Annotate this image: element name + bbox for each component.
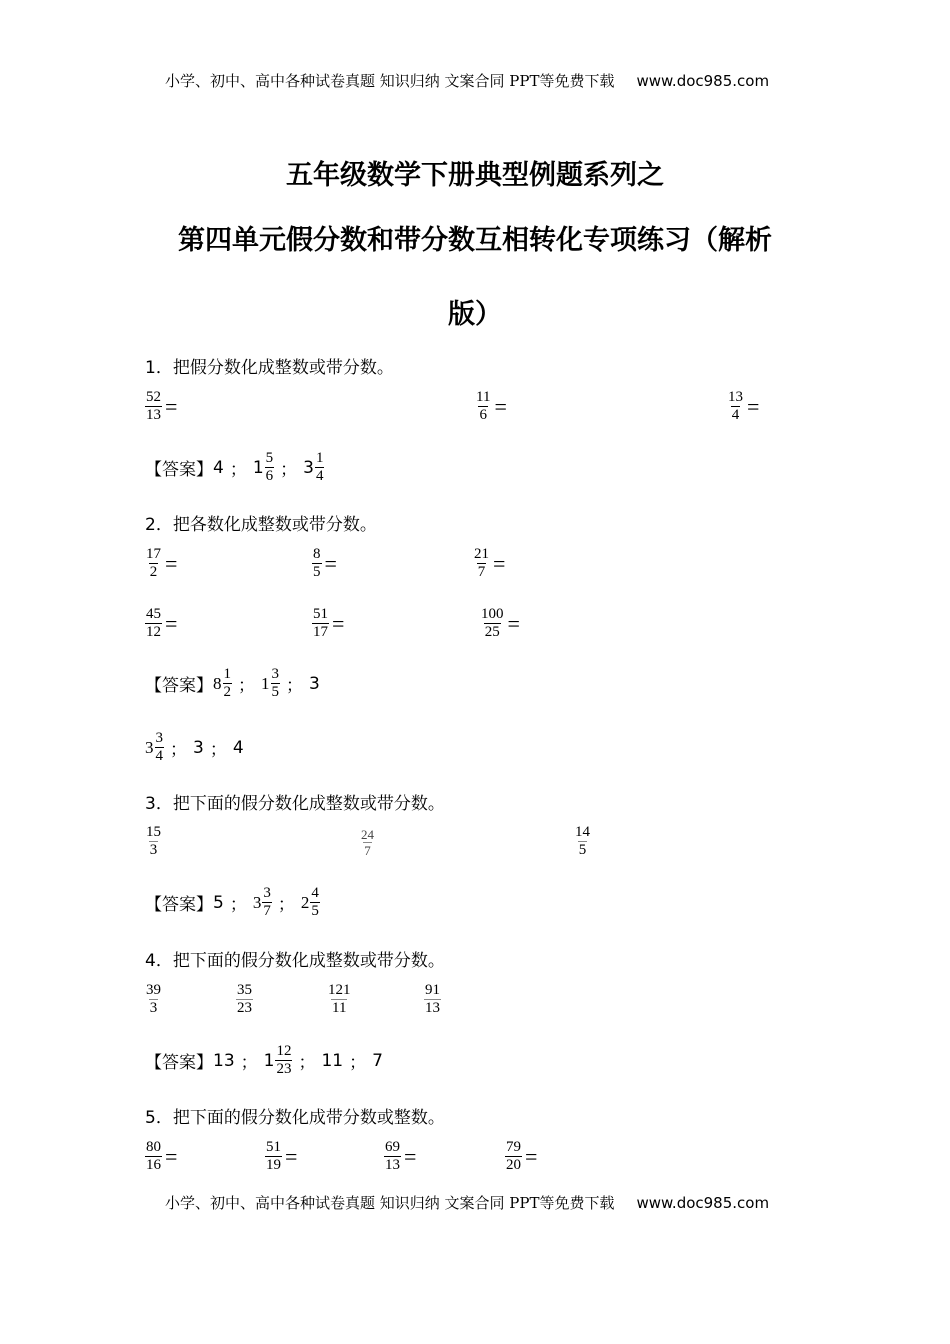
q2-fraction-4: $\frac{45}{12}$ = xyxy=(146,606,178,640)
title-line-3: 版） xyxy=(448,299,502,330)
q2-answer-line-1: 【答案】 8 $\frac{1}{2}$ ； 1 $\frac{3}{5}$ ； 3 xyxy=(145,666,320,700)
q3-fraction-2: $\frac{24}{7}$ xyxy=(361,827,374,858)
q5-fraction-2: $\frac{51}{19}$ = xyxy=(266,1139,298,1173)
answer-label: 【答案】 xyxy=(145,895,213,915)
q1-answer: 【答案】 4 ； 1 $\frac{5}{6}$ ； 3 $\frac{1}{4}$ xyxy=(145,450,324,484)
q4-fraction-4: $\frac{91}{13}$ xyxy=(425,982,440,1016)
answer-label: 【答案】 xyxy=(145,1053,213,1073)
question-3-prompt: 3．把下面的假分数化成整数或带分数。 xyxy=(145,794,445,814)
q2-fraction-1: $\frac{17}{2}$ = xyxy=(146,546,178,580)
q2-fraction-2: $\frac{8}{5}$ = xyxy=(313,546,337,580)
page-header xyxy=(165,70,769,91)
header-url[interactable]: www.doc985.com xyxy=(636,72,770,90)
q5-fraction-3: $\frac{69}{13}$ = xyxy=(385,1139,417,1173)
q1-fraction-3: $\frac{13}{4}$ = xyxy=(728,389,760,423)
q4-fraction-1: $\frac{39}{3}$ xyxy=(146,982,161,1016)
q3-fraction-1: $\frac{15}{3}$ xyxy=(146,824,161,858)
page-footer xyxy=(165,1192,769,1213)
q3-fraction-3: $\frac{14}{5}$ xyxy=(575,824,590,858)
question-5-prompt: 5．把下面的假分数化成带分数或整数。 xyxy=(145,1108,445,1128)
answer-label: 【答案】 xyxy=(145,676,213,696)
q2-fraction-3: $\frac{21}{7}$ = xyxy=(474,546,506,580)
q4-answer: 【答案】 13 ； 1 $\frac{12}{23}$ ； 11 ； 7 xyxy=(145,1043,383,1077)
footer-text: 小学、初中、高中各种试卷真题 知识归纳 文案合同 PPT等免费下载 xyxy=(165,1194,615,1212)
footer-url[interactable]: www.doc985.com xyxy=(636,1194,770,1212)
q5-fraction-4: $\frac{79}{20}$ = xyxy=(506,1139,538,1173)
q1-fraction-1: $\frac{52}{13}$ = xyxy=(146,389,178,423)
q2-fraction-6: $\frac{100}{25}$ = xyxy=(481,606,520,640)
q2-answer-line-2: 3 $\frac{3}{4}$ ； 3 ； 4 xyxy=(145,730,244,764)
question-4-prompt: 4．把下面的假分数化成整数或带分数。 xyxy=(145,951,445,971)
title-line-2: 第四单元假分数和带分数互相转化专项练习（解析 xyxy=(178,225,772,256)
q5-fraction-1: $\frac{80}{16}$ = xyxy=(146,1139,178,1173)
q4-fraction-3: $\frac{121}{11}$ xyxy=(328,982,351,1016)
q4-fraction-2: $\frac{35}{23}$ xyxy=(237,982,252,1016)
question-1-prompt: 1．把假分数化成整数或带分数。 xyxy=(145,358,394,378)
header-text: 小学、初中、高中各种试卷真题 知识归纳 文案合同 PPT等免费下载 xyxy=(165,72,615,90)
q2-fraction-5: $\frac{51}{17}$ = xyxy=(313,606,345,640)
title-line-1: 五年级数学下册典型例题系列之 xyxy=(286,160,664,191)
q1-fraction-2: $\frac{11}{6}$ = xyxy=(476,389,507,423)
q3-answer: 【答案】 5 ； 3 $\frac{3}{7}$ ； 2 $\frac{4}{5}$ xyxy=(145,885,319,919)
question-2-prompt: 2．把各数化成整数或带分数。 xyxy=(145,515,377,535)
answer-label: 【答案】 xyxy=(145,460,213,480)
